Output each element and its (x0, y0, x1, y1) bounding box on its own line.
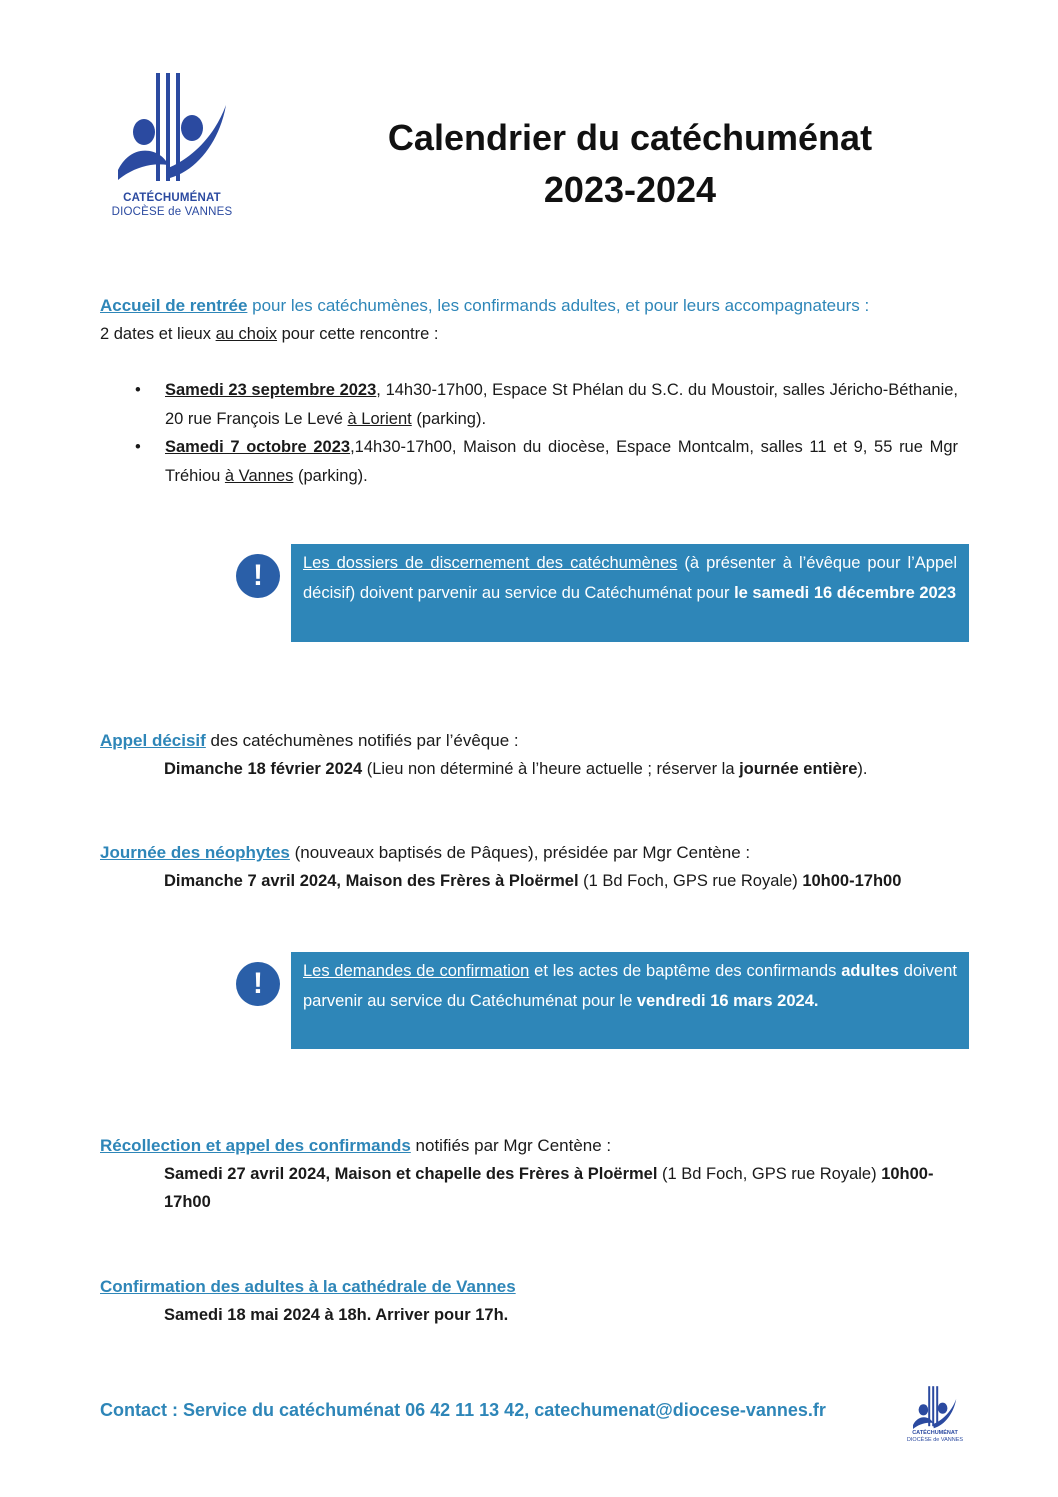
item-text-end: (parking). (293, 466, 368, 485)
item-date: Samedi 23 septembre 2023 (165, 381, 377, 399)
neophytes-heading-rest: (nouveaux baptisés de Pâques), présidée par Mgr Centène : (289, 843, 751, 862)
appel-bold: journée entière (739, 760, 858, 778)
note-confirmation (291, 952, 969, 1049)
neophytes-bold: Dimanche 7 avril 2024, Maison des Frères à Ploërmel (164, 872, 579, 890)
title-line-2: 2023-2024 (543, 169, 717, 210)
note1-bold: le samedi 16 décembre 2023 (734, 584, 957, 602)
small-logo-text-catechumenat: CATÉCHUMÉNAT (912, 1430, 958, 1436)
appel-heading-rest: des catéchumènes notifiés par l’évêque : (205, 731, 519, 750)
appel-date: Dimanche 18 février 2024 (164, 760, 363, 778)
neophytes-heading: Journée des néophytes (100, 843, 290, 862)
bullet-icon: • (135, 438, 141, 456)
neophytes-time: 10h00-17h00 (802, 872, 902, 890)
confirmation-section (100, 1273, 960, 1329)
item-text-end: (parking). (411, 409, 487, 428)
note2-text2: doivent parvenir au service du Catéchuménat pour le (303, 962, 957, 1010)
recollection-section (100, 1132, 960, 1216)
small-logo-text-diocese: DIOCÈSE de VANNES (906, 1437, 964, 1443)
page-title (300, 112, 960, 216)
confirmation-date: Samedi 18 mai 2024 à 18h. Arriver pour 17h. (164, 1306, 509, 1324)
note2-bold1: adultes (841, 962, 899, 980)
appel-heading: Appel décisif (100, 731, 206, 750)
exclamation-icon: ! (236, 554, 280, 598)
logo-text-diocese: DIOCÈSE de VANNES (111, 206, 233, 218)
title-line-1: Calendrier du catéchuménat (387, 117, 873, 158)
note1-text: (à présenter à l’évêque pour l’Appel décisif) doivent parvenir au service du Catéchuménat pour (303, 554, 957, 602)
appel-text: (Lieu non déterminé à l’heure actuelle ; réserver la (362, 760, 740, 778)
item-text: ,14h30-17h00, Maison du diocèse, Espace Montcalm, salles 11 et 9, 55 rue Mgr Tréhiou (165, 438, 958, 485)
item-text: , 14h30-17h00, Espace St Phélan du S.C. du Moustoir, salles Jéricho-Béthanie, 20 rue François Le Levé (165, 381, 958, 428)
neophytes-text: (1 Bd Foch, GPS rue Royale) (578, 872, 803, 890)
note2-bold2: vendredi 16 mars 2024. (636, 992, 819, 1010)
accueil-list (135, 376, 958, 490)
exclamation-icon: ! (236, 962, 280, 1006)
recollection-bold: Samedi 27 avril 2024, Maison et chapelle des Frères à Ploërmel (164, 1165, 658, 1183)
recollection-time: 10h00-17h00 (164, 1165, 934, 1211)
recollection-text: (1 Bd Foch, GPS rue Royale) (657, 1165, 882, 1183)
bullet-icon: • (135, 381, 141, 399)
contact-line: Contact : Service du catéchuménat 06 42 11 13 42, catechumenat@diocese-vannes.fr (100, 1400, 826, 1420)
note-dossiers (291, 544, 969, 642)
note2-underline: Les demandes de confirmation (303, 962, 530, 980)
recollection-heading: Récollection et appel des confirmands (100, 1136, 411, 1155)
appel-section (100, 727, 960, 783)
item-date: Samedi 7 octobre 2023 (165, 438, 351, 456)
accueil-line2-post: pour cette rencontre : (277, 325, 439, 343)
list-item (135, 433, 958, 490)
accueil-section (100, 292, 960, 348)
recollection-heading-rest: notifiés par Mgr Centène : (410, 1136, 612, 1155)
confirmation-heading: Confirmation des adultes à la cathédrale de Vannes (100, 1277, 516, 1296)
accueil-line2-underline: au choix (215, 325, 278, 343)
accueil-heading: Accueil de rentrée (100, 296, 248, 315)
item-place: à Lorient (347, 409, 412, 428)
item-place: à Vannes (224, 466, 294, 485)
list-item (135, 376, 958, 433)
neophytes-section (100, 839, 960, 895)
appel-end: ). (857, 760, 868, 778)
accueil-heading-rest: pour les catéchumènes, les confirmands adultes, et pour leurs accompagnateurs : (247, 296, 870, 315)
note2-text1: et les actes de baptême des confirmands (529, 962, 842, 980)
accueil-line2-pre: 2 dates et lieux (100, 325, 216, 343)
catechumenat-small-logo (905, 1385, 965, 1445)
note1-underline: Les dossiers de discernement des catéchumènes (303, 554, 678, 572)
logo-text-catechumenat: CATÉCHUMÉNAT (123, 192, 221, 204)
